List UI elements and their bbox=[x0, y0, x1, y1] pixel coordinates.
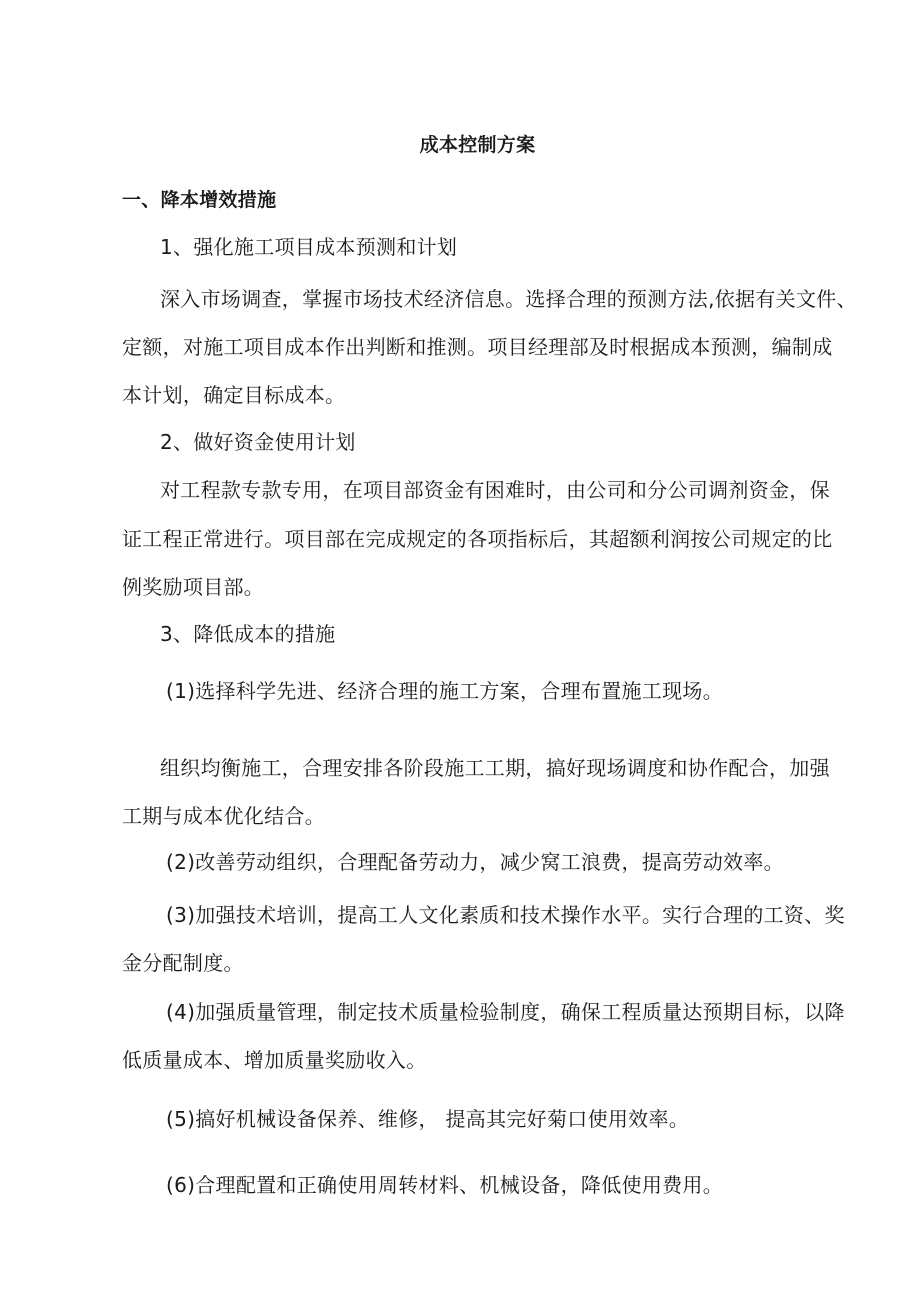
section-heading: 一、降本增效措施 bbox=[122, 189, 277, 211]
measure-6: (6)合理配置和正确使用周转材料、机械设备，降低使用费用。 bbox=[166, 1173, 724, 1197]
paragraph-line: 组织均衡施工，合理安排各阶段施工工期，搞好现场调度和协作配合，加强 bbox=[160, 756, 830, 780]
measure-3: (3)加强技术培训，提高工人文化素质和技术操作水平。实行合理的工资、奖 bbox=[166, 903, 845, 927]
paragraph-line: 对工程款专款专用，在项目部资金有困难时，由公司和分公司调剂资金，保 bbox=[160, 478, 830, 502]
paragraph-line: 低质量成本、增加质量奖励收入。 bbox=[122, 1048, 427, 1072]
paragraph-line: 例奖励项目部。 bbox=[122, 575, 265, 599]
item-3-heading: 3、降低成本的措施 bbox=[160, 622, 336, 646]
paragraph-line: 工期与成本优化结合。 bbox=[122, 804, 325, 828]
measure-4: (4)加强质量管理，制定技术质量检验制度，确保工程质量达预期目标，以降 bbox=[166, 1000, 845, 1024]
paragraph-line: 深入市场调查，掌握市场技术经济信息。选择合理的预测方法,依据有关文件、 bbox=[160, 287, 857, 311]
measure-5: (5)搞好机械设备保养、维修， 提高其完好菊口使用效率。 bbox=[166, 1107, 690, 1131]
document-title: 成本控制方案 bbox=[419, 134, 536, 156]
paragraph-line: 本计划，确定目标成本。 bbox=[122, 383, 346, 407]
item-1-heading: 1、强化施工项目成本预测和计划 bbox=[160, 235, 458, 259]
item-2-heading: 2、做好资金使用计划 bbox=[160, 430, 356, 454]
paragraph-line: 金分配制度。 bbox=[122, 951, 244, 975]
measure-1: (1)选择科学先进、经济合理的施工方案，合理布置施工现场。 bbox=[166, 679, 724, 703]
paragraph-line: 定额，对施工项目成本作出判断和推测。项目经理部及时根据成本预测，编制成 bbox=[122, 335, 833, 359]
measure-2: (2)改善劳动组织，合理配备劳动力，减少窝工浪费，提高劳动效率。 bbox=[166, 850, 784, 874]
paragraph-line: 证工程正常进行。项目部在完成规定的各项指标后，其超额利润按公司规定的比 bbox=[122, 527, 833, 551]
